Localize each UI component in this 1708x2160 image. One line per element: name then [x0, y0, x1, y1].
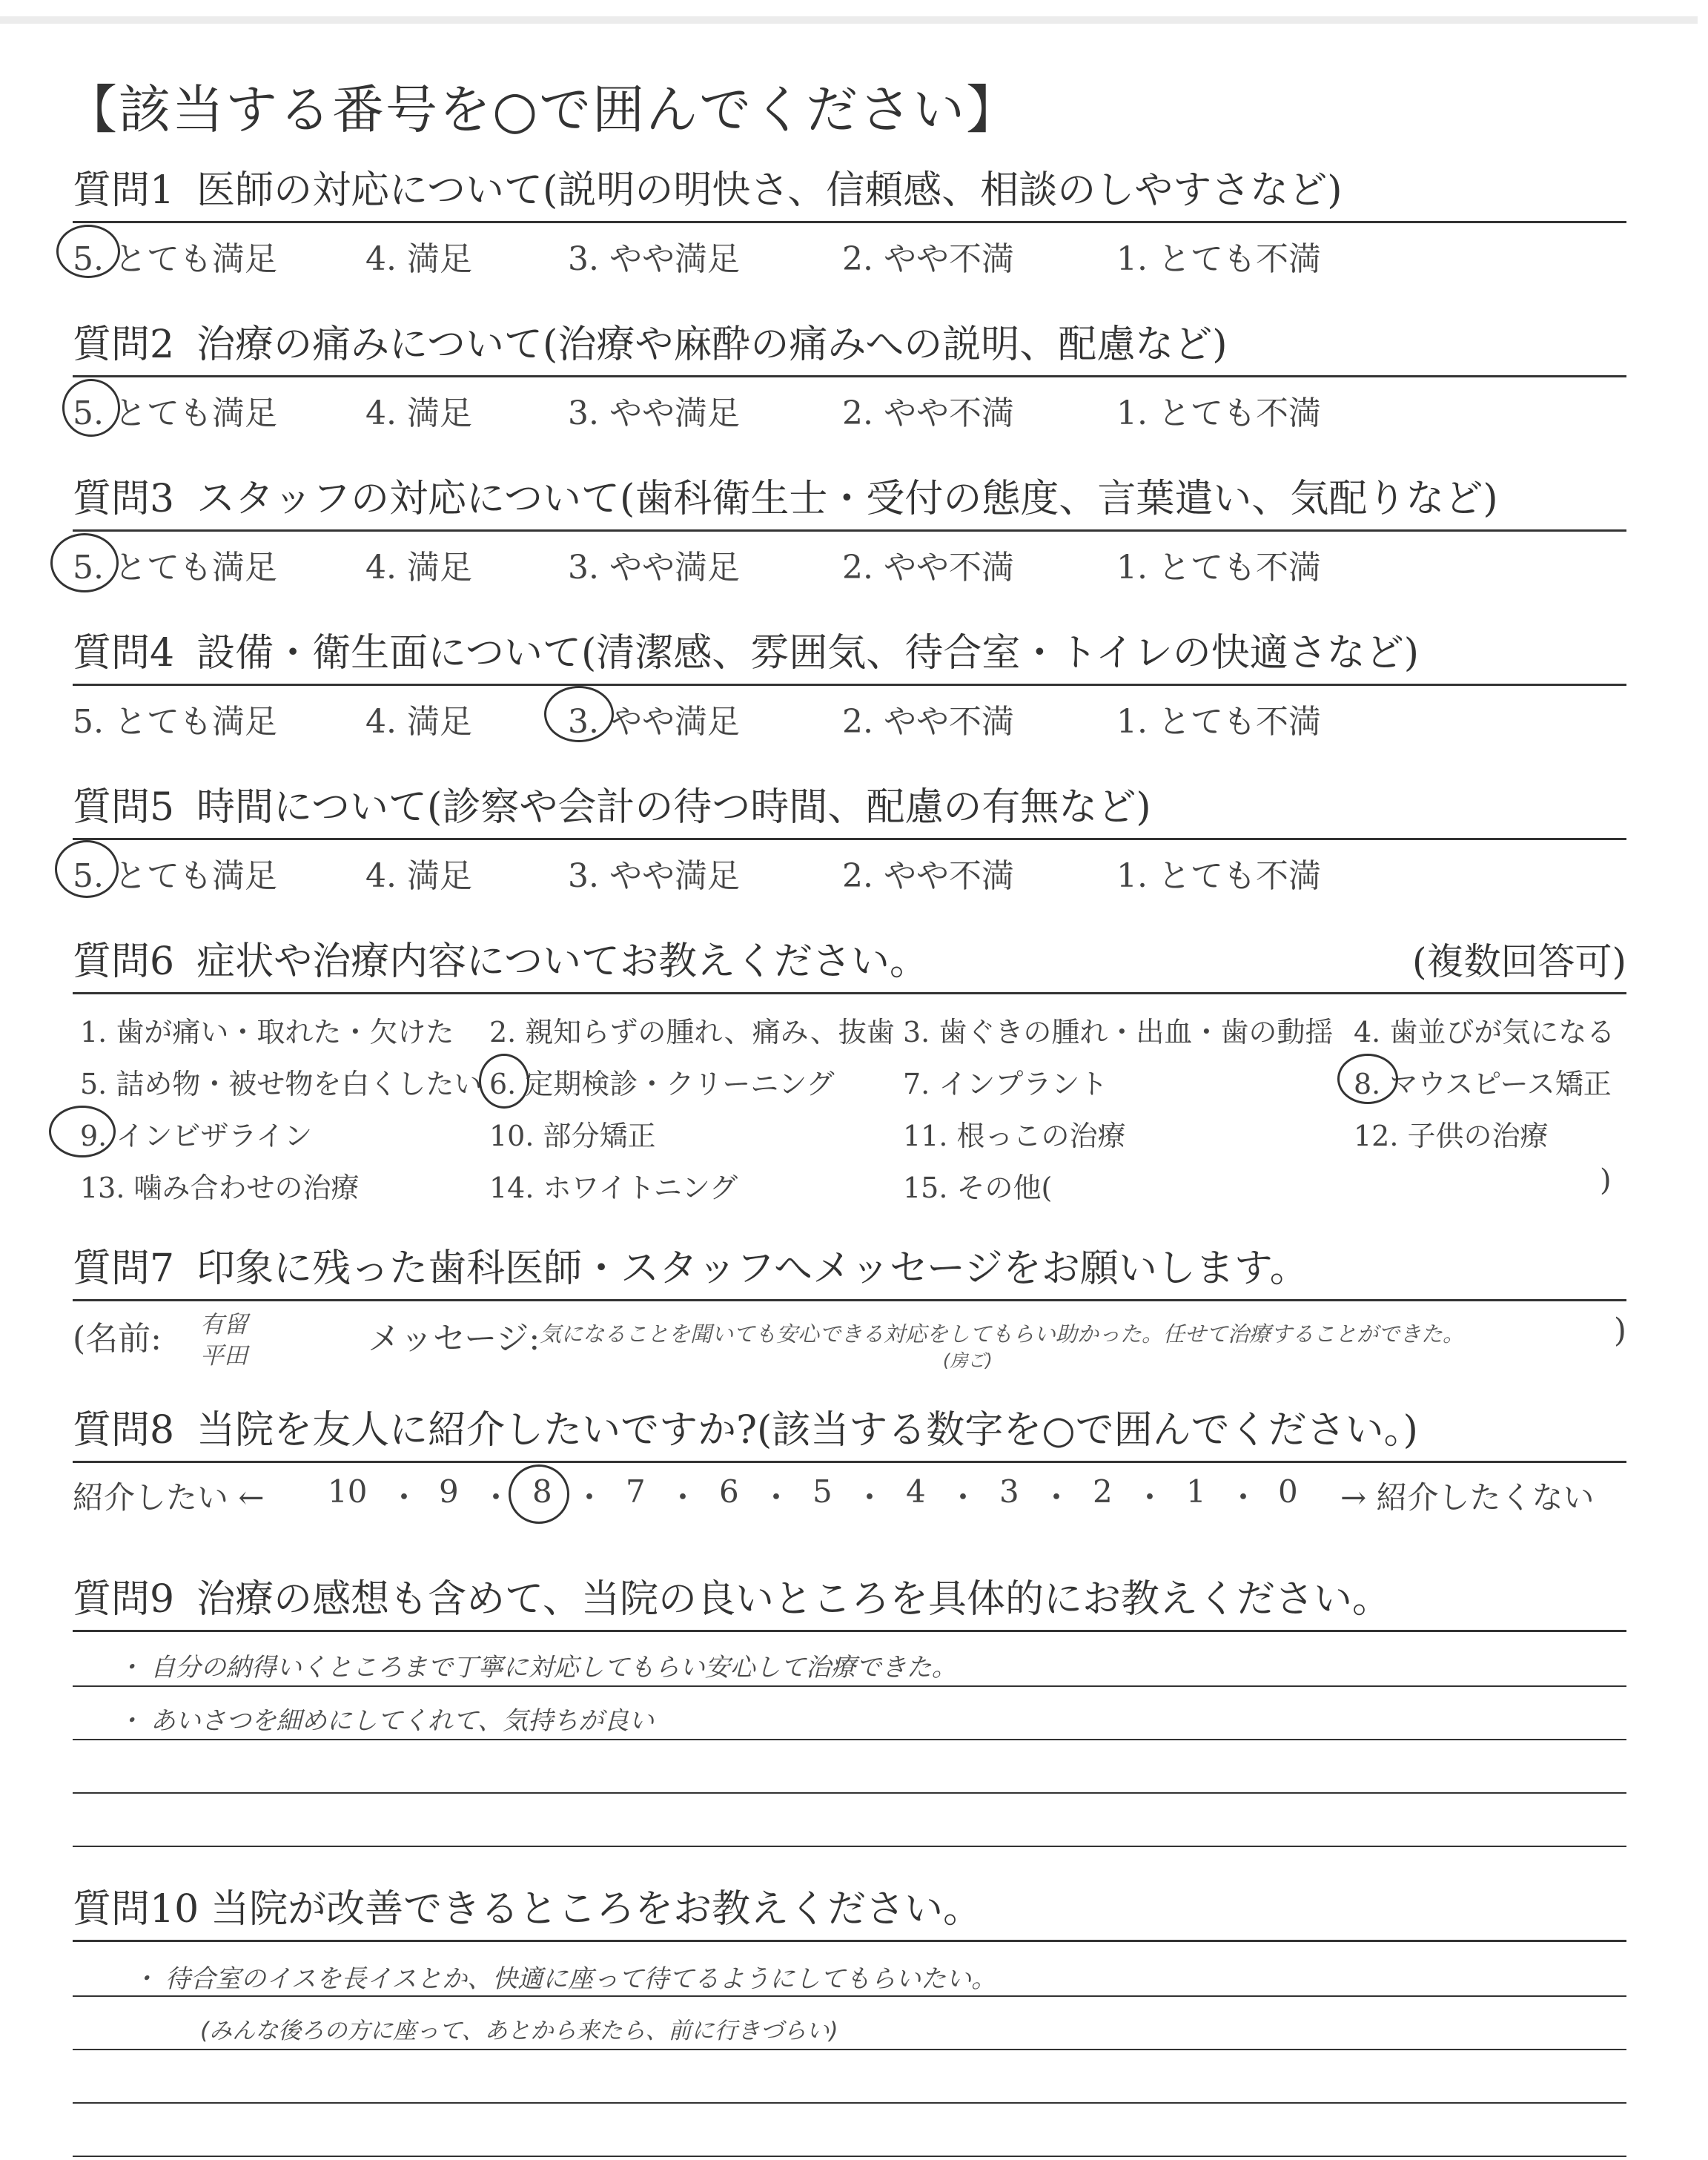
selection-circle [50, 533, 119, 592]
scale-value[interactable]: 2 [1093, 1473, 1113, 1510]
handwritten-answer: ・ あいさつを細めにしてくれて、気持ちが良い [117, 1706, 655, 1736]
question-text: 時間について(診察や会計の待つ時間、配慮の有無など) [196, 785, 1151, 830]
question-text: 治療の感想も含めて、当院の良いところを具体的にお教えください。 [196, 1577, 1391, 1622]
question-2 [73, 319, 1626, 431]
question-2-title [73, 319, 1626, 371]
selection-circle [1337, 1054, 1398, 1104]
question-4 [73, 627, 1626, 739]
message-close-paren: ) [1613, 1312, 1626, 1350]
name-label: (名前: [73, 1320, 162, 1358]
question-5-title [73, 782, 1626, 833]
question-6 [73, 936, 1626, 1224]
selection-circle [479, 1054, 529, 1109]
selection-circle [56, 225, 120, 278]
ruled-line [73, 1846, 1626, 1847]
scan-top-edge [0, 16, 1698, 24]
scale-dot: ・ [480, 1479, 512, 1516]
ruled-line [73, 2156, 1626, 2157]
rating-options [73, 377, 1626, 431]
ruled-line [73, 1739, 1626, 1740]
question-8-title [73, 1404, 1626, 1456]
rating-4[interactable]: 4. 満足 [365, 549, 472, 587]
scale-left-label: 紹介したい ← [73, 1479, 265, 1516]
question-7-title [73, 1243, 1626, 1295]
scale-value[interactable]: 4 [906, 1473, 926, 1510]
rating-3[interactable]: 3. やや満足 [568, 394, 740, 432]
rating-2[interactable]: 2. やや不満 [842, 240, 1014, 278]
question-text: スタッフの対応について(歯科衛生士・受付の態度、言葉遣い、気配りなど) [196, 477, 1498, 521]
rating-1[interactable]: 1. とても不満 [1116, 549, 1321, 587]
question-9 [73, 1573, 1626, 1847]
treatment-option[interactable]: 12. 子供の治療 [1354, 1120, 1549, 1152]
rating-options [73, 840, 1626, 894]
question-7 [73, 1243, 1626, 1375]
treatment-option[interactable]: 10. 部分矯正 [489, 1120, 656, 1152]
treatment-option[interactable]: 7. インプラント [903, 1068, 1108, 1100]
question-10-title [73, 1883, 1626, 1935]
question-3 [73, 473, 1626, 585]
scale-value[interactable]: 3 [999, 1473, 1019, 1510]
scale-dot: ・ [667, 1479, 699, 1516]
rating-5[interactable]: 5. とても満足 [73, 549, 277, 587]
scale-value[interactable]: 6 [719, 1473, 739, 1510]
rating-2[interactable]: 2. やや不満 [842, 549, 1014, 587]
rating-1[interactable]: 1. とても不満 [1116, 857, 1321, 895]
rating-5[interactable]: 5. とても満足 [73, 857, 277, 895]
handwritten-answer: ・ 自分の納得いくところまで丁寧に対応してもらい安心して治療できた。 [117, 1653, 957, 1682]
question-1-title [73, 165, 1626, 217]
question-number: 質問4 [73, 631, 175, 676]
rating-5[interactable]: 5. とても満足 [73, 394, 277, 432]
ruled-line [73, 2049, 1626, 2050]
question-10 [73, 1883, 1626, 2157]
question-number: 質問2 [73, 323, 175, 367]
rating-1[interactable]: 1. とても不満 [1116, 703, 1321, 741]
question-8 [73, 1404, 1626, 1519]
question-text: 医師の対応について(説明の明快さ、信頼感、相談のしやすさなど) [196, 168, 1343, 213]
rating-3[interactable]: 3. やや満足 [568, 240, 740, 278]
treatment-option[interactable]: 6. 定期検診・クリーニング [489, 1068, 835, 1100]
question-number: 質問6 [73, 939, 175, 984]
scale-dot: ・ [574, 1479, 606, 1516]
question-number: 質問1 [73, 168, 175, 213]
question-1 [73, 165, 1626, 277]
answer-area[interactable] [73, 1942, 1626, 2157]
handwritten-answer: ・ 待合室のイスを長イスとか、快適に座って待てるようにしてもらいたい。 [132, 1964, 997, 1994]
rating-4[interactable]: 4. 満足 [365, 240, 472, 278]
scale-value[interactable]: 5 [812, 1473, 833, 1510]
scale-dot: ・ [1134, 1479, 1166, 1516]
scale-value[interactable]: 10 [328, 1473, 368, 1510]
question-5 [73, 782, 1626, 894]
scale-value[interactable]: 9 [439, 1473, 459, 1510]
treatment-option[interactable]: 9. インビザライン [80, 1120, 313, 1152]
question-text: 当院が改善できるところをお教えください。 [211, 1887, 982, 1932]
message-signature: (房ご) [943, 1350, 993, 1371]
rating-1[interactable]: 1. とても不満 [1116, 394, 1321, 432]
other-close-paren: ) [1600, 1163, 1612, 1198]
rating-5[interactable]: 5. とても満足 [73, 240, 277, 278]
ruled-line [73, 1995, 1626, 1997]
treatment-option[interactable]: 8. マウスピース矯正 [1354, 1068, 1612, 1100]
rating-options [73, 686, 1626, 739]
question-text: 治療の痛みについて(治療や麻酔の痛みへの説明、配慮など) [196, 323, 1228, 367]
scale-value[interactable]: 7 [626, 1473, 646, 1510]
treatment-checklist [73, 994, 1626, 1224]
treatment-option[interactable]: 11. 根っこの治療 [903, 1120, 1126, 1152]
ruled-line [73, 2102, 1626, 2104]
rating-4[interactable]: 4. 満足 [365, 703, 472, 741]
rating-3[interactable]: 3. やや満足 [568, 857, 740, 895]
scale-dot: ・ [1041, 1479, 1073, 1516]
question-9-title [73, 1573, 1626, 1625]
question-text: 印象に残った歯科医師・スタッフへメッセージをお願いします。 [196, 1246, 1308, 1291]
selection-circle [62, 379, 120, 437]
message-label: メッセージ: [368, 1320, 540, 1358]
rating-options [73, 223, 1626, 277]
question-number: 質問5 [73, 785, 175, 830]
recommend-scale [73, 1463, 1626, 1519]
selection-circle [509, 1464, 569, 1524]
treatment-option[interactable]: 14. ホワイトニング [489, 1172, 738, 1204]
treatment-option-other[interactable]: 15. その他( [903, 1172, 1053, 1204]
rating-3[interactable]: 3. やや満足 [568, 703, 740, 741]
scale-value[interactable]: 1 [1186, 1473, 1206, 1510]
scale-value[interactable]: 0 [1278, 1473, 1298, 1510]
treatment-option[interactable]: 5. 詰め物・被せ物を白くしたい [80, 1068, 483, 1100]
instruction-header: 【該当する番号を○で囲んでください】 [65, 79, 1020, 140]
selection-circle [544, 686, 614, 742]
question-number: 質問8 [73, 1408, 175, 1453]
scale-value[interactable]: 8 [532, 1473, 552, 1510]
treatment-option[interactable]: 3. 歯ぐきの腫れ・出血・歯の動揺 [903, 1016, 1334, 1048]
rating-3[interactable]: 3. やや満足 [568, 549, 740, 587]
rating-options [73, 532, 1626, 585]
ruled-line [73, 1685, 1626, 1687]
message-handwritten: 気になることを聞いても安心できる対応をしてもらい助かった。任せて治療することができた。 [540, 1321, 1465, 1347]
rating-2[interactable]: 2. やや不満 [842, 703, 1014, 741]
question-4-title [73, 627, 1626, 679]
scale-right-label: → 紹介したくない [1340, 1479, 1595, 1516]
rating-4[interactable]: 4. 満足 [365, 857, 472, 895]
question-number: 質問7 [73, 1246, 175, 1291]
question-text: 設備・衛生面について(清潔感、雰囲気、待合室・トイレの快適さなど) [196, 631, 1420, 676]
selection-circle [55, 840, 119, 898]
ruled-line [73, 1792, 1626, 1794]
treatment-option[interactable]: 13. 噛み合わせの治療 [80, 1172, 360, 1204]
question-number: 質問9 [73, 1577, 175, 1622]
rating-2[interactable]: 2. やや不満 [842, 394, 1014, 432]
rating-4[interactable]: 4. 満足 [365, 394, 472, 432]
handwritten-answer: (みんな後ろの方に座って、あとから来たら、前に行きづらい) [200, 2018, 838, 2044]
question-3-title [73, 473, 1626, 525]
multiple-answer-note: (複数回答可) [1411, 940, 1626, 983]
scale-dot: ・ [761, 1479, 792, 1516]
scale-dot: ・ [854, 1479, 886, 1516]
question-text: 当院を友人に紹介したいですか?(該当する数字を○で囲んでください。) [196, 1408, 1418, 1453]
treatment-option[interactable]: 4. 歯並びが気になる [1354, 1016, 1615, 1048]
treatment-option[interactable]: 1. 歯が痛い・取れた・欠けた [80, 1016, 454, 1048]
selection-circle [49, 1106, 116, 1157]
scale-dot: ・ [388, 1479, 420, 1516]
answer-area[interactable] [73, 1632, 1626, 1847]
scale-dot: ・ [1228, 1479, 1260, 1516]
rating-1[interactable]: 1. とても不満 [1116, 240, 1321, 278]
name-handwritten: 有留 平田 [200, 1310, 248, 1370]
question-number: 質問10 [73, 1887, 199, 1932]
scale-dot: ・ [947, 1479, 979, 1516]
treatment-option[interactable]: 2. 親知らずの腫れ、痛み、抜歯 [489, 1016, 895, 1048]
rating-2[interactable]: 2. やや不満 [842, 857, 1014, 895]
rating-5[interactable]: 5. とても満足 [73, 703, 277, 741]
question-6-title [73, 936, 1626, 988]
question-text: 症状や治療内容についてお教えください。 [196, 939, 929, 984]
question-number: 質問3 [73, 477, 175, 521]
message-field[interactable] [73, 1301, 1626, 1375]
